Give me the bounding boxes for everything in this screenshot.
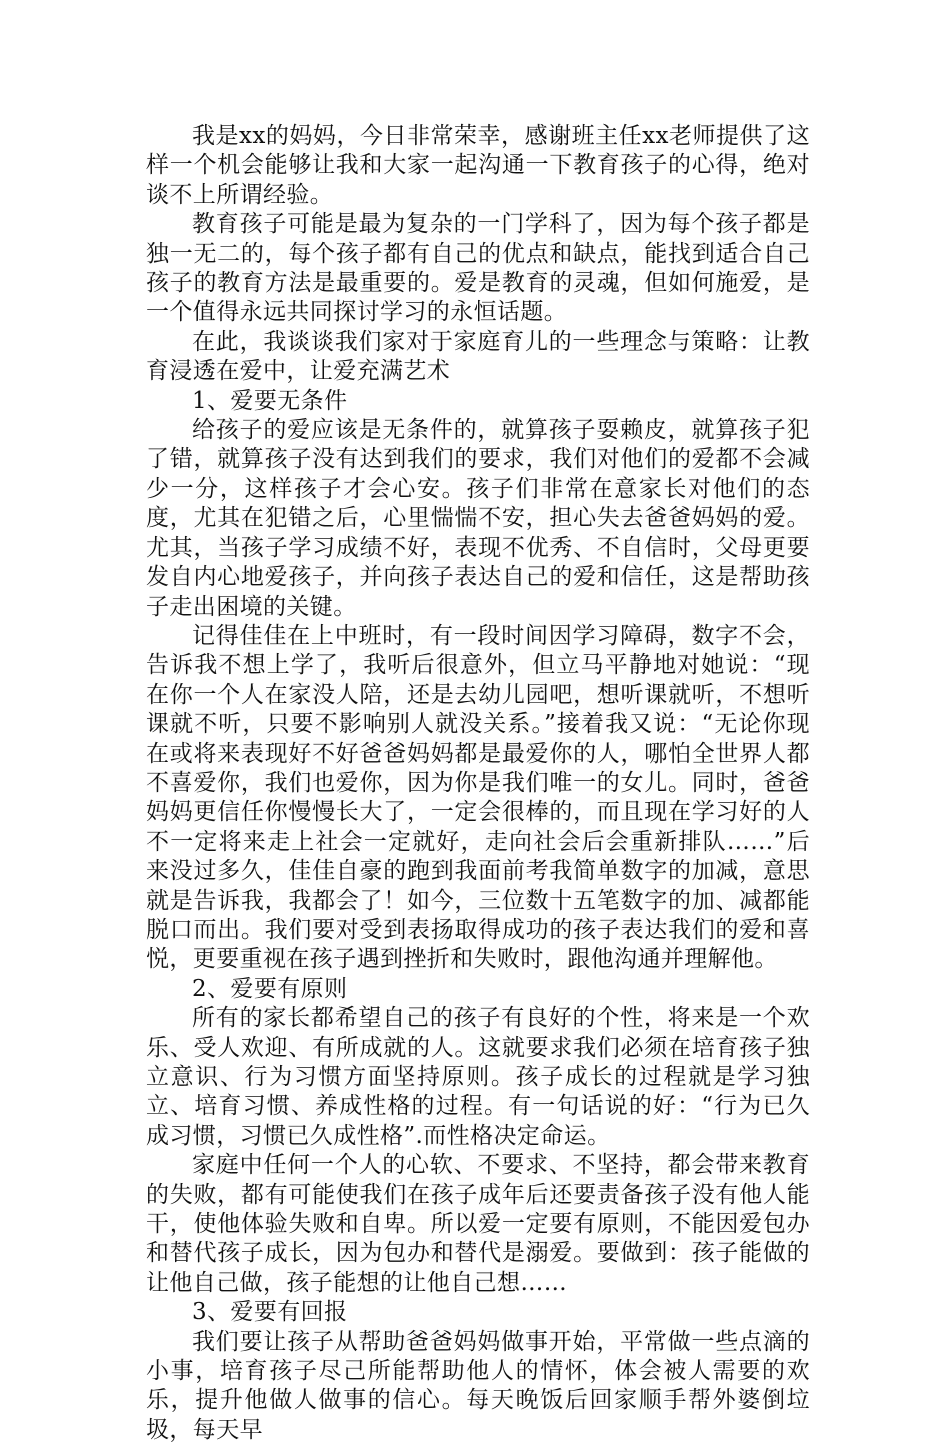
body-paragraph: 家庭中任何一个人的心软、不要求、不坚持，都会带来教育的失败，都有可能使我们在孩子成年后还要责备孩子没有他人能干，使他体验失败和自卑。所以爱一定要有原则，不能因爱包办和替代孩子成长，因为包办和替代是溺爱。要做到：孩子能做的让他自己做，孩子能想的让他自己想…… bbox=[146, 1152, 810, 1296]
body-paragraph: 在此，我谈谈我们家对于家庭育儿的一些理念与策略：让教育浸透在爱中，让爱充满艺术 bbox=[146, 328, 810, 385]
body-paragraph: 我们要让孩子从帮助爸爸妈妈做事开始，平常做一些点滴的小事，培育孩子尽己所能帮助他人的情怀，体会被人需要的欢乐，提升他做人做事的信心。每天晚饭后回家顺手帮外婆倒垃圾，每天早 bbox=[146, 1328, 810, 1443]
body-paragraph: 记得佳佳在上中班时，有一段时间因学习障碍，数字不会，告诉我不想上学了，我听后很意外，但立马平静地对她说：“现在你一个人在家没人陪，还是去幼儿园吧，想听课就听，不想听课就不听，只要不影响别人就没关系。”接着我又说：“无论你现在或将来表现好不好爸爸妈妈都是最爱你的人，哪怕全世界人都不喜爱你，我们也爱你，因为你是我们唯一的女儿。同时，爸爸妈妈更信任你慢慢长大了，一定会很棒的，而且现在学习好的人不一定将来走上社会一定就好，走向社会后会重新排队……”后来没过多久，佳佳自豪的跑到我面前考我简单数字的加减，意思就是告诉我，我都会了！如今，三位数十五笔数字的加、减都能脱口而出。我们要对受到表扬取得成功的孩子表达我们的爱和喜悦，更要重视在孩子遇到挫折和失败时，跟他沟通并理解他。 bbox=[146, 622, 810, 973]
section-heading-1: 1、爱要无条件 bbox=[192, 387, 348, 414]
body-paragraph: 教育孩子可能是最为复杂的一门学科了，因为每个孩子都是独一无二的，每个孩子都有自己的优点和缺点，能找到适合自己孩子的教育方法是最重要的。爱是教育的灵魂，但如何施爱，是一个值得永远共同探讨学习的永恒话题。 bbox=[146, 211, 810, 326]
body-paragraph: 所有的家长都希望自己的孩子有良好的个性，将来是一个欢乐、受人欢迎、有所成就的人。这就要求我们必须在培育孩子独立意识、行为习惯方面坚持原则。孩子成长的过程就是学习独立、培育习惯、养成性格的过程。有一句话说的好：“行为已久成习惯，习惯已久成性格”.而性格决定命运。 bbox=[146, 1005, 810, 1149]
section-heading-2: 2、爱要有原则 bbox=[192, 975, 348, 1002]
body-paragraph: 给孩子的爱应该是无条件的，就算孩子耍赖皮，就算孩子犯了错，就算孩子没有达到我们的要求，我们对他们的爱都不会减少一分，这样孩子才会心安。孩子们非常在意家长对他们的态度，尤其在犯错之后，心里惴惴不安，担心失去爸爸妈妈的爱。尤其，当孩子学习成绩不好，表现不优秀、不自信时，父母更要发自内心地爱孩子，并向孩子表达自己的爱和信任，这是帮助孩子走出困境的关键。 bbox=[146, 417, 810, 620]
intro-paragraph: 我是xx的妈妈，今日非常荣幸，感谢班主任xx老师提供了这样一个机会能够让我和大家一起沟通一下教育孩子的心得，绝对谈不上所谓经验。 bbox=[146, 123, 810, 208]
section-heading-3: 3、爱要有回报 bbox=[192, 1299, 348, 1326]
